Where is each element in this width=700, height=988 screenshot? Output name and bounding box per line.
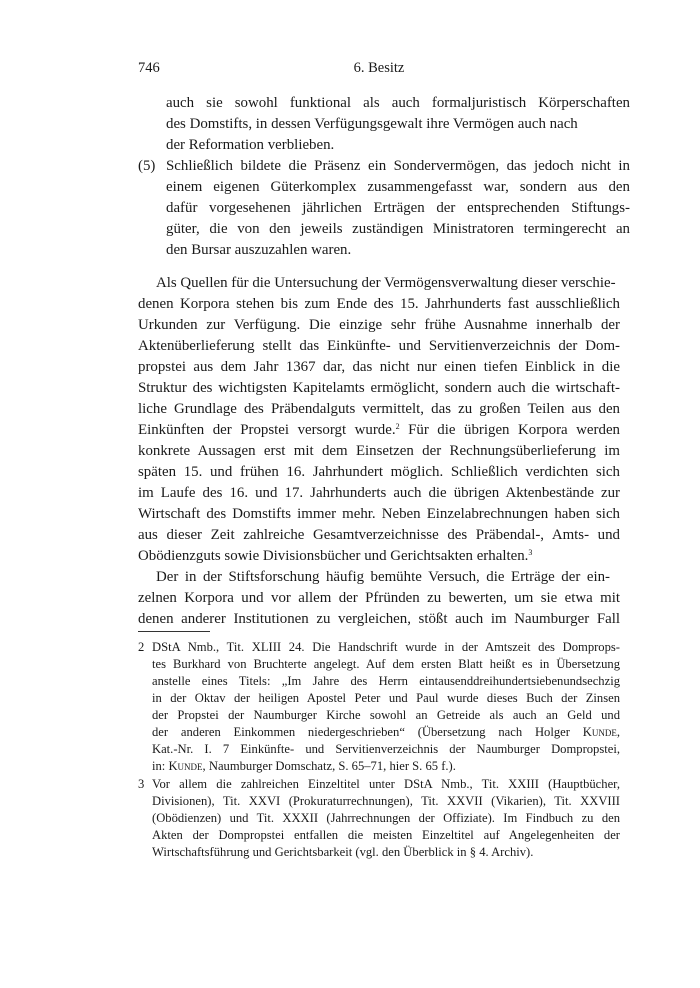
paragraph-line: späten 15. und frühen 16. Jahrhundert möglich. Schließlich verdichten sich	[138, 464, 620, 480]
footnote-ref[interactable]: 2	[395, 422, 400, 431]
paragraph-line: konkrete Aussagen erst mit dem Einsetzen der Rechnungsüberlieferung im	[138, 443, 620, 459]
list-item-number: (5)	[138, 158, 156, 174]
paragraph-line: Der in der Stiftsforschung häufig bemühte Versuch, die Erträge der ein-	[156, 569, 610, 585]
paragraph-line: zelnen Korpora und vor allem der Pfründen zu bewerten, um sie etwa mit	[138, 590, 620, 606]
paragraph-line: im Laufe des 16. und 17. Jahrhunderts auch die übrigen Aktenbestände zur	[138, 485, 620, 501]
list-item-line: einem eigenen Güterkomplex zusammengefasst war, sondern aus den	[166, 179, 630, 195]
paragraph-line: Als Quellen für die Untersuchung der Vermögensverwaltung dieser verschie-	[156, 275, 616, 291]
author-name: Kunde	[582, 725, 617, 739]
footnote-line: Akten der Dompropstei entfallen die meisten Einzeltitel auf Angelegenheiten der	[152, 828, 620, 842]
paragraph-line: Wirtschaft des Domstifts immer mehr. Neben Einzelabrechnungen haben sich	[138, 506, 620, 522]
list-item-continuation-line: auch sie sowohl funktional als auch formaljuristisch Körperschaften	[166, 95, 630, 111]
list-item-continuation-line: des Domstifts, in dessen Verfügungsgewalt ihre Vermögen auch nach	[166, 116, 578, 132]
paragraph-line: Urkunden zur Verfügung. Die einzige sehr frühe Ausnahme innerhalb der	[138, 317, 620, 333]
paragraph-line: aus dieser Zeit zahlreiche Gesamtverzeichnisse des Präbendal-, Amts- und	[138, 527, 620, 543]
footnote-line: Divisionen), Tit. XXVI (Prokuraturrechnungen), Tit. XXVII (Vikarien), Tit. XXVIII	[152, 794, 620, 808]
footnote-ref[interactable]: 3	[528, 548, 533, 557]
text-fragment: der anderen Einkommen niedergeschrieben“ (Übersetzung nach Holger	[152, 725, 583, 739]
list-item-line: den Bursar auszuzahlen waren.	[166, 242, 352, 258]
list-item-line: güter, die von den jeweils zuständigen Ministratoren termingerecht an	[166, 221, 630, 237]
text-fragment: ,	[616, 725, 620, 739]
footnote-line	[152, 758, 456, 775]
footnote-line: anstelle eines Titels: „Im Jahre des Herrn eintausenddreihundertsiebenundsechzig	[152, 674, 620, 688]
author-name: Kunde	[168, 759, 203, 773]
paragraph-line: Struktur des wichtigsten Kapitelamts ermöglicht, sondern auch die wirtschaft-	[138, 380, 620, 396]
paragraph-line: denen anderer Institutionen zu vergleichen, stößt auch im Naumburger Fall	[138, 611, 620, 627]
page-number: 746	[138, 60, 160, 76]
footnote-number: 2	[138, 640, 145, 654]
footnote-line: der Propstei der Naumburger Kirche sowohl an Getreide als auch an Geld und	[152, 708, 620, 722]
paragraph-line: denen Korpora stehen bis zum Ende des 15. Jahrhunderts fast ausschließlich	[138, 296, 620, 312]
paragraph-line: propstei aus dem Jahr 1367 dar, das nicht nur einen tiefen Einblick in die	[138, 359, 620, 375]
text-fragment: in:	[152, 759, 169, 773]
footnote-line: tes Burkhard von Bruchterte angelegt. Auf dem ersten Blatt heißt es in Übersetzung	[152, 657, 620, 671]
footnote-line: in der Oktav der heiligen Apostel Peter und Paul wurde dieses Buch der Zinsen	[152, 691, 620, 705]
text-fragment: Für die übrigen Korpora werden	[399, 422, 620, 438]
paragraph-line: Aktenüberlieferung stellt das Einkünfte- und Servitienverzeichnis der Dom-	[138, 338, 620, 354]
text-fragment: , Naumburger Domschatz, S. 65–71, hier S. 65 f.).	[202, 759, 456, 773]
list-item-continuation-line: der Reformation verblieben.	[166, 137, 335, 153]
footnotes	[138, 0, 620, 988]
footnote-line: Kat.-Nr. I. 7 Einkünfte- und Servitienverzeichnis der Naumburger Dompropstei,	[152, 742, 620, 756]
list-item-line: Schließlich bildete die Präsenz ein Sondervermögen, das jedoch nicht in	[166, 158, 630, 174]
footnote-number: 3	[138, 777, 145, 791]
footnote-line: Wirtschaftsführung und Gerichtsbarkeit (vgl. den Überblick in § 4. Archiv).	[152, 845, 534, 859]
running-title: 6. Besitz	[353, 60, 405, 76]
paragraph-line: liche Grundlage des Präbendalguts vermittelt, das zu großen Teilen aus den	[138, 401, 620, 417]
footnote-line: (Obödienzen) und Tit. XXXII (Jahrrechnungen der Offiziate). Im Findbuch zu den	[152, 811, 620, 825]
text-fragment: Obödienzguts sowie Divisionsbücher und Gerichtsakten erhalten.	[138, 548, 529, 564]
footnote-line: Vor allem die zahlreichen Einzeltitel unter DStA Nmb., Tit. XXIII (Hauptbücher,	[152, 777, 620, 791]
footnote-line: DStA Nmb., Tit. XLIII 24. Die Handschrift wurde in der Amtszeit des Domprops-	[152, 640, 620, 654]
text-fragment: Einkünften der Propstei versorgt wurde.	[138, 422, 396, 438]
list-item-line: dafür vorgesehenen jährlichen Erträgen der entsprechenden Stiftungs-	[166, 200, 630, 216]
footnote-line	[152, 724, 620, 741]
